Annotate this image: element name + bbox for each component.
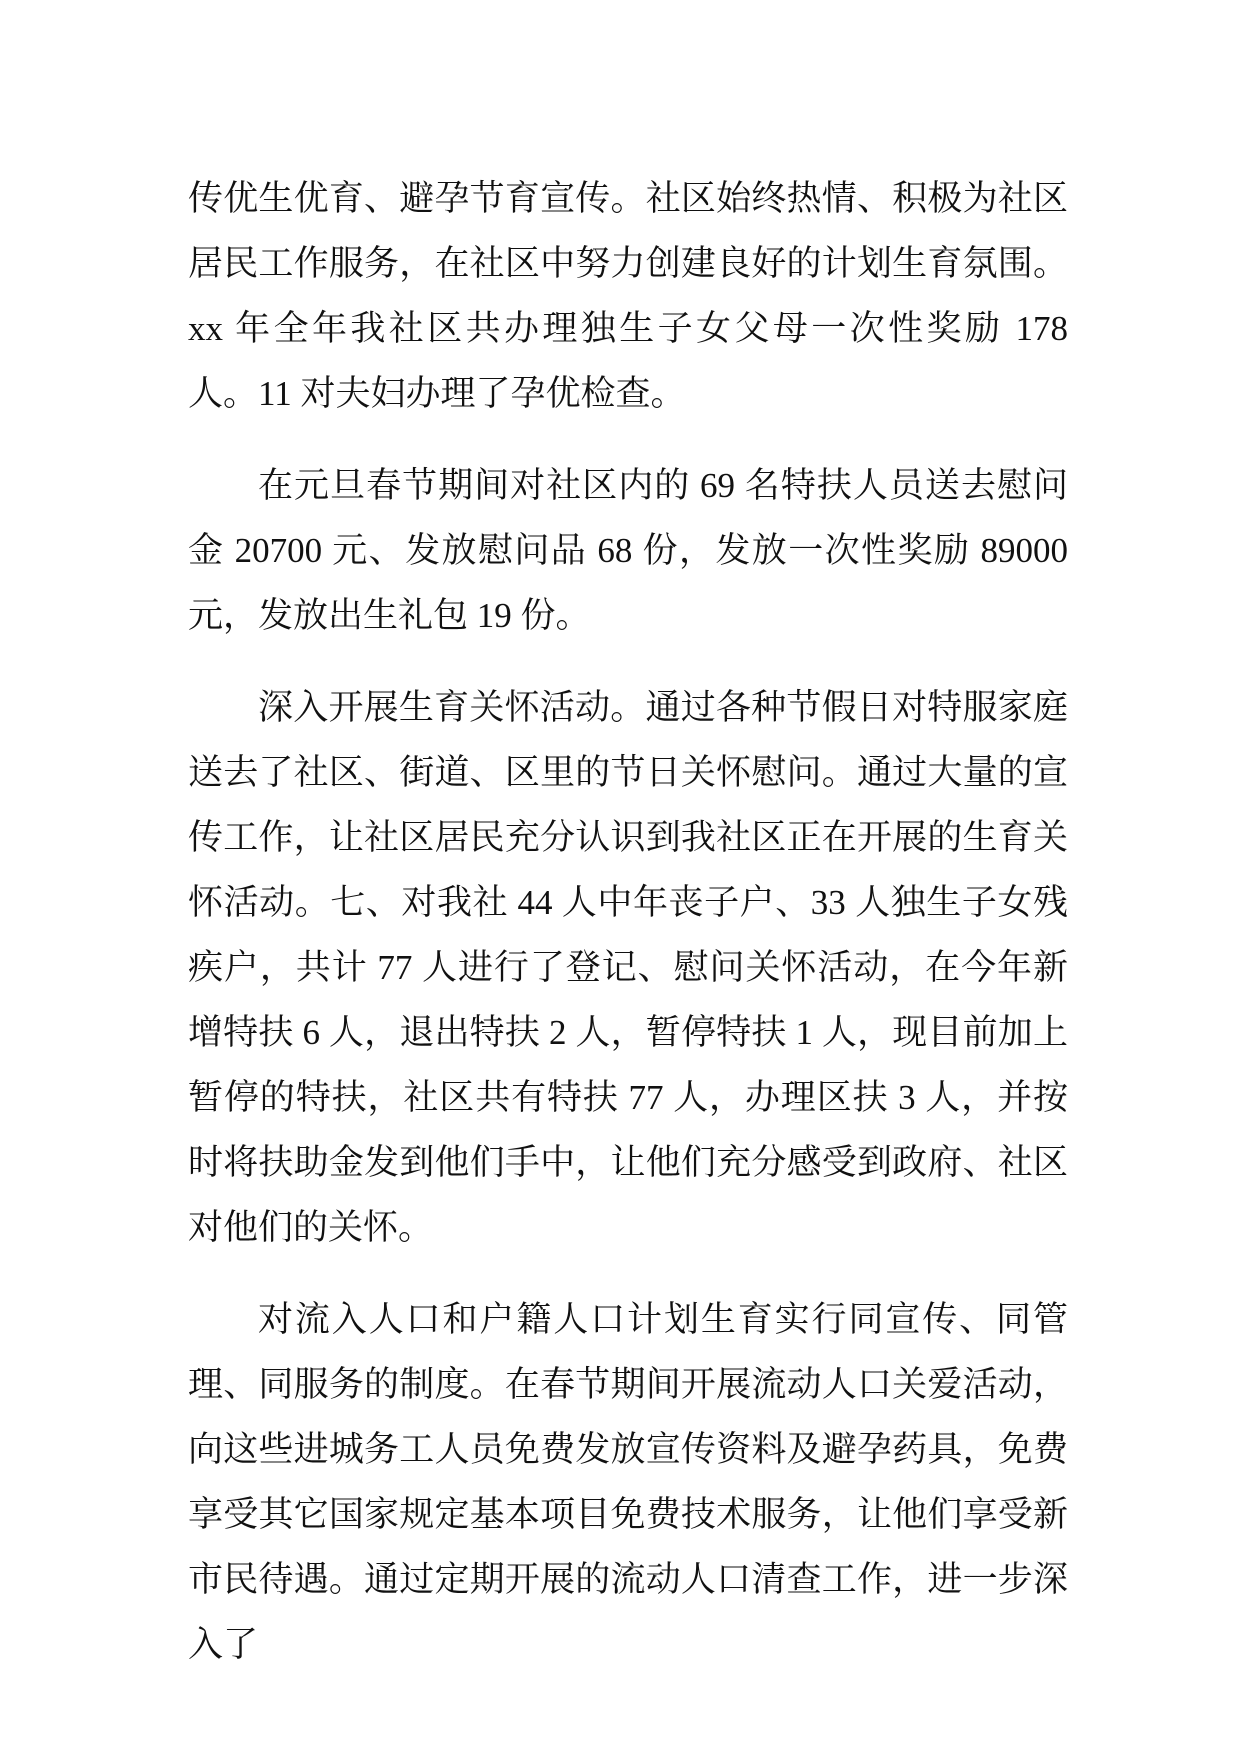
paragraph-4: 对流入人口和户籍人口计划生育实行同宣传、同管理、同服务的制度。在春节期间开展流动人口关爱活动，向这些进城务工人员免费发放宣传资料及避孕药具，免费享受其它国家规定基本项目免费技术服务，让他们享受新市民待遇。通过定期开展的流动人口清查工作，进一步深入了 <box>188 1300 1068 1664</box>
paragraph-1: 传优生优育、避孕节育宣传。社区始终热情、积极为社区居民工作服务，在社区中努力创建良好的计划生育氛围。xx 年全年我社区共办理独生子女父母一次性奖励 178 人。11 对夫妇办理了孕优检查。 <box>188 179 1068 413</box>
paragraph-3: 深入开展生育关怀活动。通过各种节假日对特服家庭送去了社区、街道、区里的节日关怀慰问。通过大量的宣传工作，让社区居民充分认识到我社区正在开展的生育关怀活动。七、对我社 44 人中年丧子户、33 人独生子女残疾户，共计 77 人进行了登记、慰问关怀活动，在今年新增特扶 6 人，退出特扶 2 人，暂停特扶 1 人，现目前加上暂停的特扶，社区共有特扶 77 人，办理区扶 3 人，并按时将扶助金发到他们手中，让他们充分感受到政府、社区对他们的关怀。 <box>188 688 1068 1247</box>
document-body <box>188 166 1068 1704</box>
paragraph-2: 在元旦春节期间对社区内的 69 名特扶人员送去慰问金 20700 元、发放慰问品 68 份，发放一次性奖励 89000 元，发放出生礼包 19 份。 <box>188 466 1068 635</box>
